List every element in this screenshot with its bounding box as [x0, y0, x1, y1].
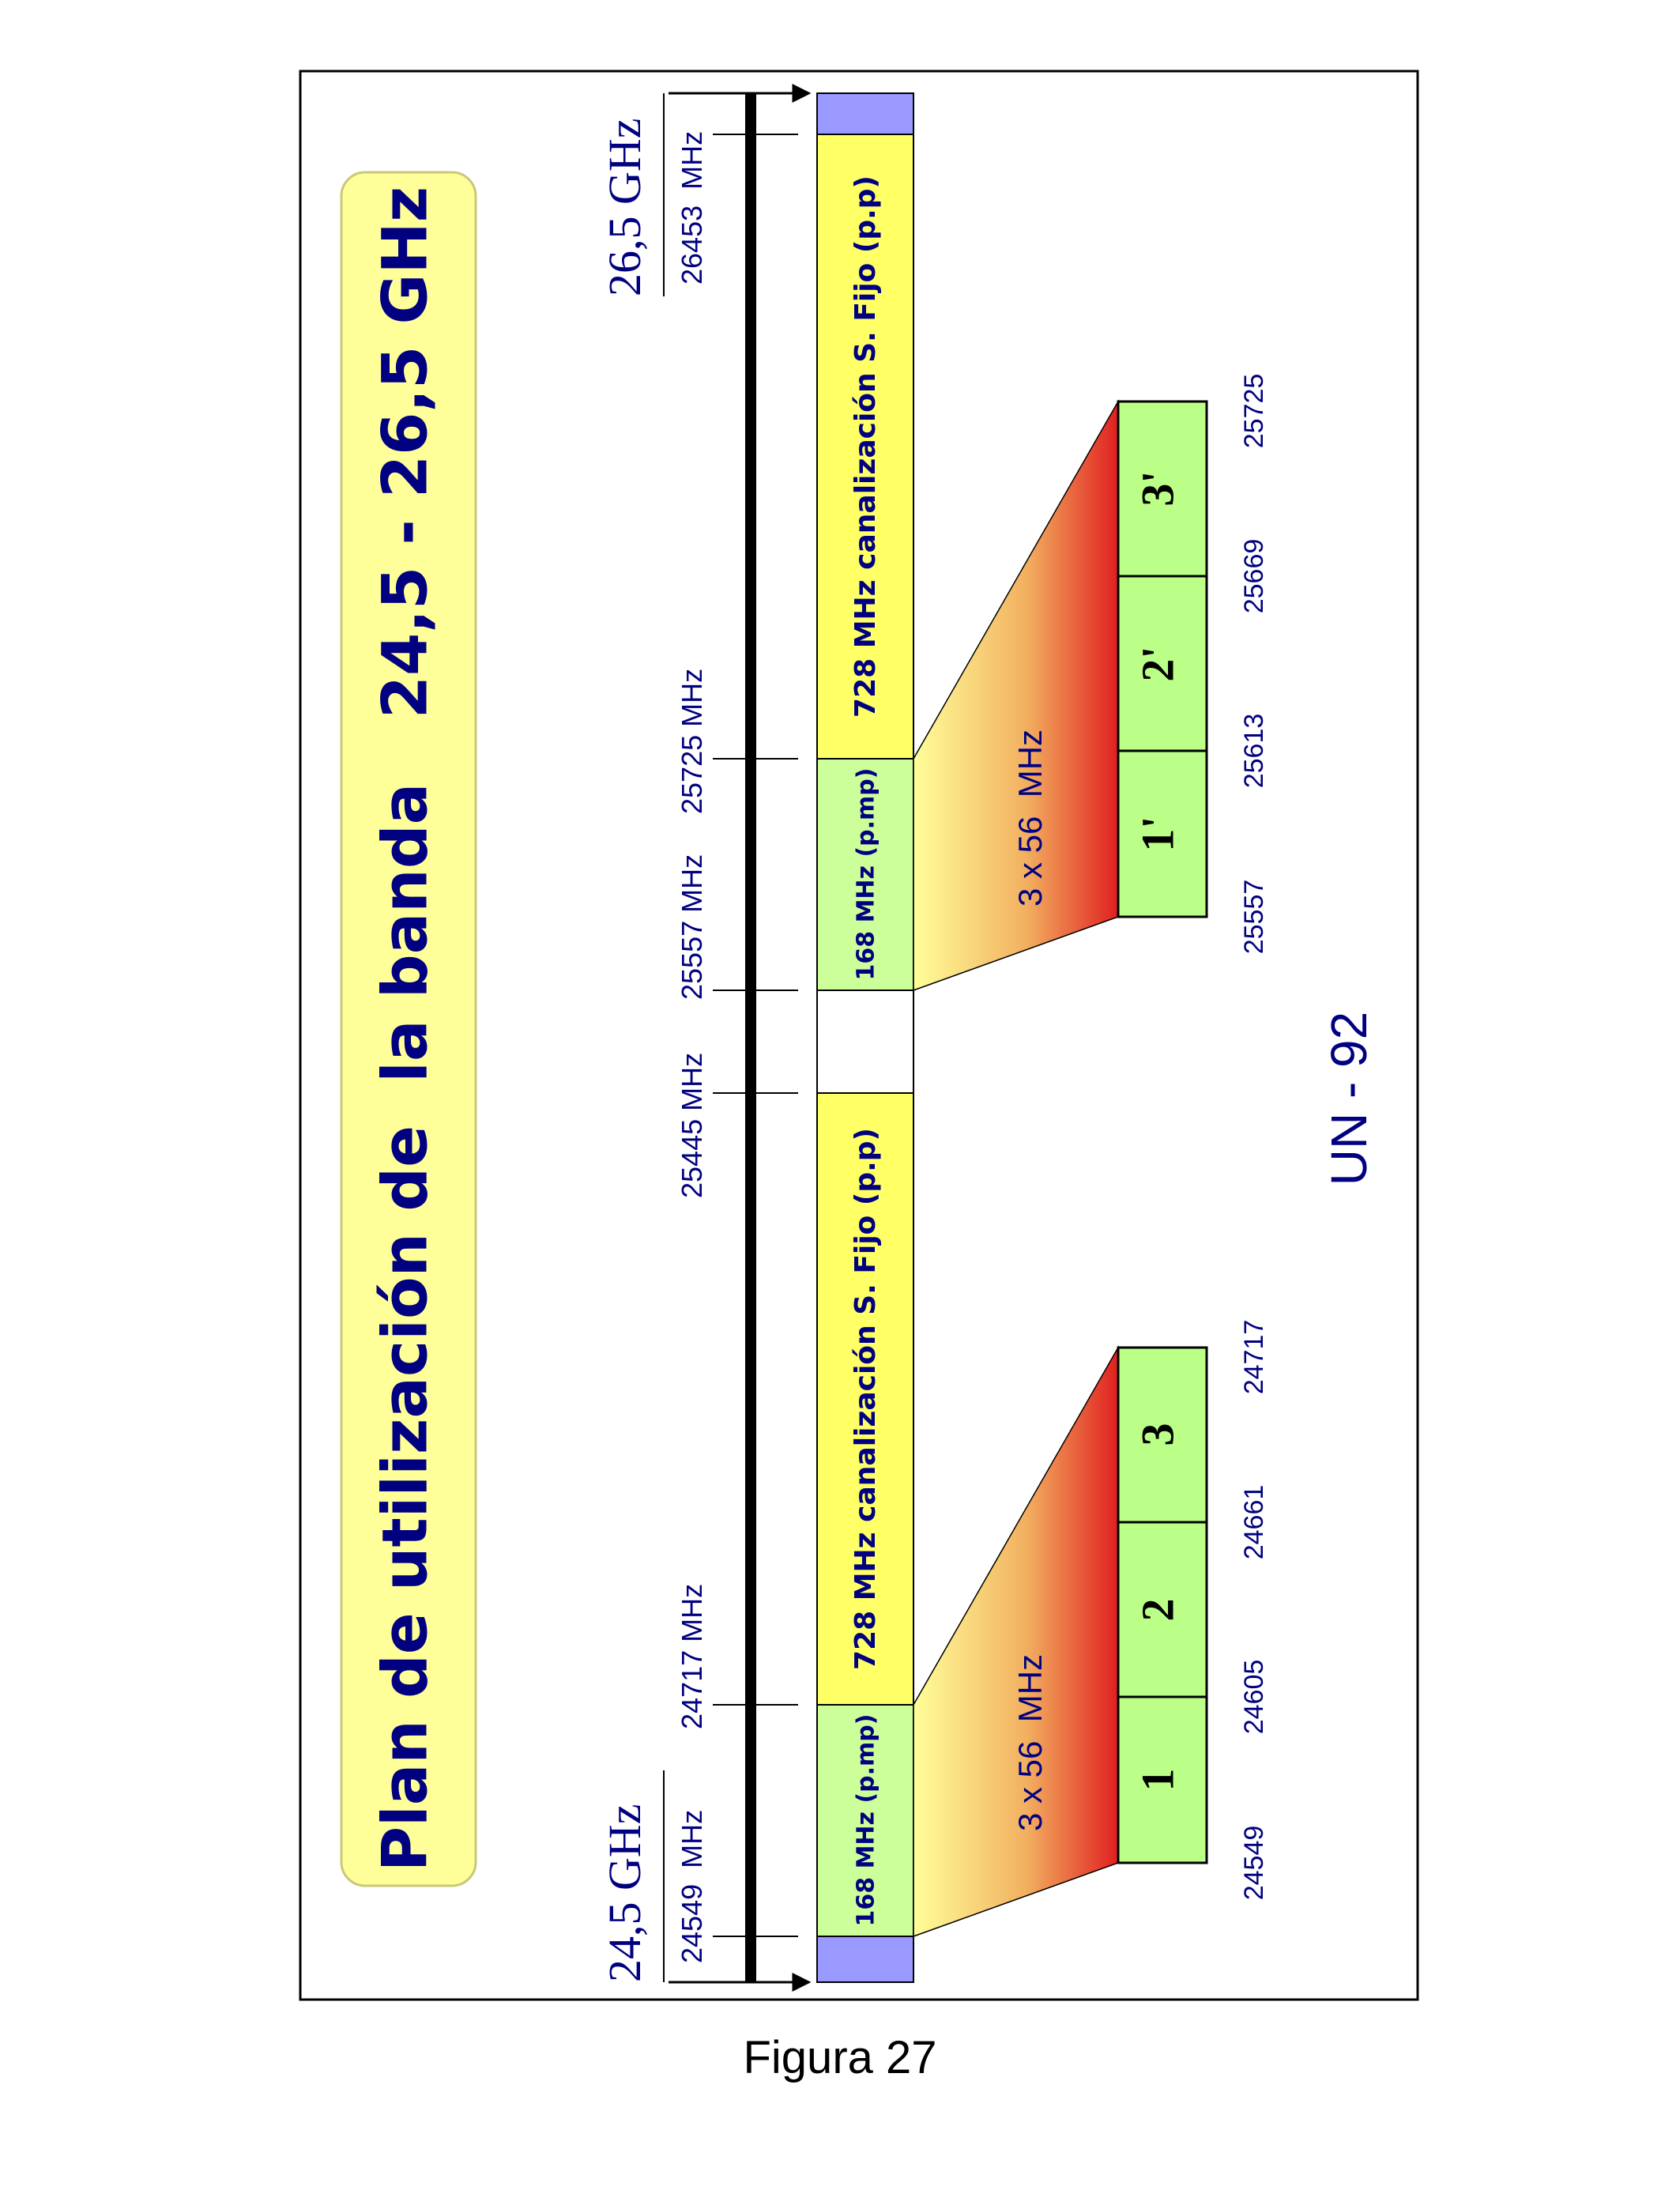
band-start-ghz: 24,5 GHz: [599, 1804, 650, 1982]
lower-channel-1-label: 1: [1132, 1768, 1184, 1792]
reference-label: UN - 92: [1320, 1011, 1377, 1186]
lower-edge-24717: 24717: [1239, 1319, 1269, 1395]
segment-pmp-lower-label: 168 MHz (p.mp): [852, 1713, 880, 1927]
upper-channel-2-label: 2': [1132, 646, 1184, 682]
upper-edge-25613: 25613: [1239, 713, 1269, 789]
freq-26453: 26453 MHz: [676, 130, 708, 285]
lower-edge-24661: 24661: [1239, 1484, 1269, 1560]
lower-group-label: 3 x 56 MHz: [1011, 1653, 1049, 1832]
upper-group-label: 3 x 56 MHz: [1011, 729, 1049, 907]
lower-channel-2-label: 2: [1132, 1598, 1184, 1622]
lower-zoom-funnel: [913, 1348, 1118, 1936]
guard-upper: [817, 93, 913, 134]
band-axis: [745, 93, 756, 1982]
upper-channel-1-label: 1': [1132, 816, 1184, 852]
upper-edge-25725: 25725: [1239, 373, 1269, 449]
freq-25557: 25557 MHz: [676, 854, 708, 1000]
segment-pp-lower-label: 728 MHz canalización S. Fijo (p.p): [849, 1128, 882, 1670]
freq-25725: 25725 MHz: [676, 668, 708, 814]
upper-edge-25669: 25669: [1239, 538, 1269, 614]
lower-edge-24605: 24605: [1239, 1659, 1269, 1735]
freq-24717: 24717 MHz: [676, 1583, 708, 1729]
upper-edge-25557: 25557: [1239, 879, 1269, 955]
segment-gap: [817, 990, 913, 1093]
band-end-ghz: 26,5 GHz: [599, 118, 650, 296]
freq-24549: 24549 MHz: [676, 1809, 708, 1963]
segment-pp-upper-label: 728 MHz canalización S. Fijo (p.p): [849, 175, 882, 718]
figure-caption: Figura 27: [743, 2032, 937, 2083]
segment-pmp-upper-label: 168 MHz (p.mp): [852, 767, 880, 981]
page-title: Plan de utilización de la banda 24,5 - 26,5 GHz: [370, 186, 442, 1872]
freq-25445: 25445 MHz: [676, 1052, 708, 1198]
lower-edge-24549: 24549: [1239, 1825, 1269, 1901]
upper-channel-3-label: 3': [1132, 470, 1184, 507]
guard-lower: [817, 1936, 913, 1982]
lower-channel-3-label: 3: [1132, 1423, 1184, 1446]
